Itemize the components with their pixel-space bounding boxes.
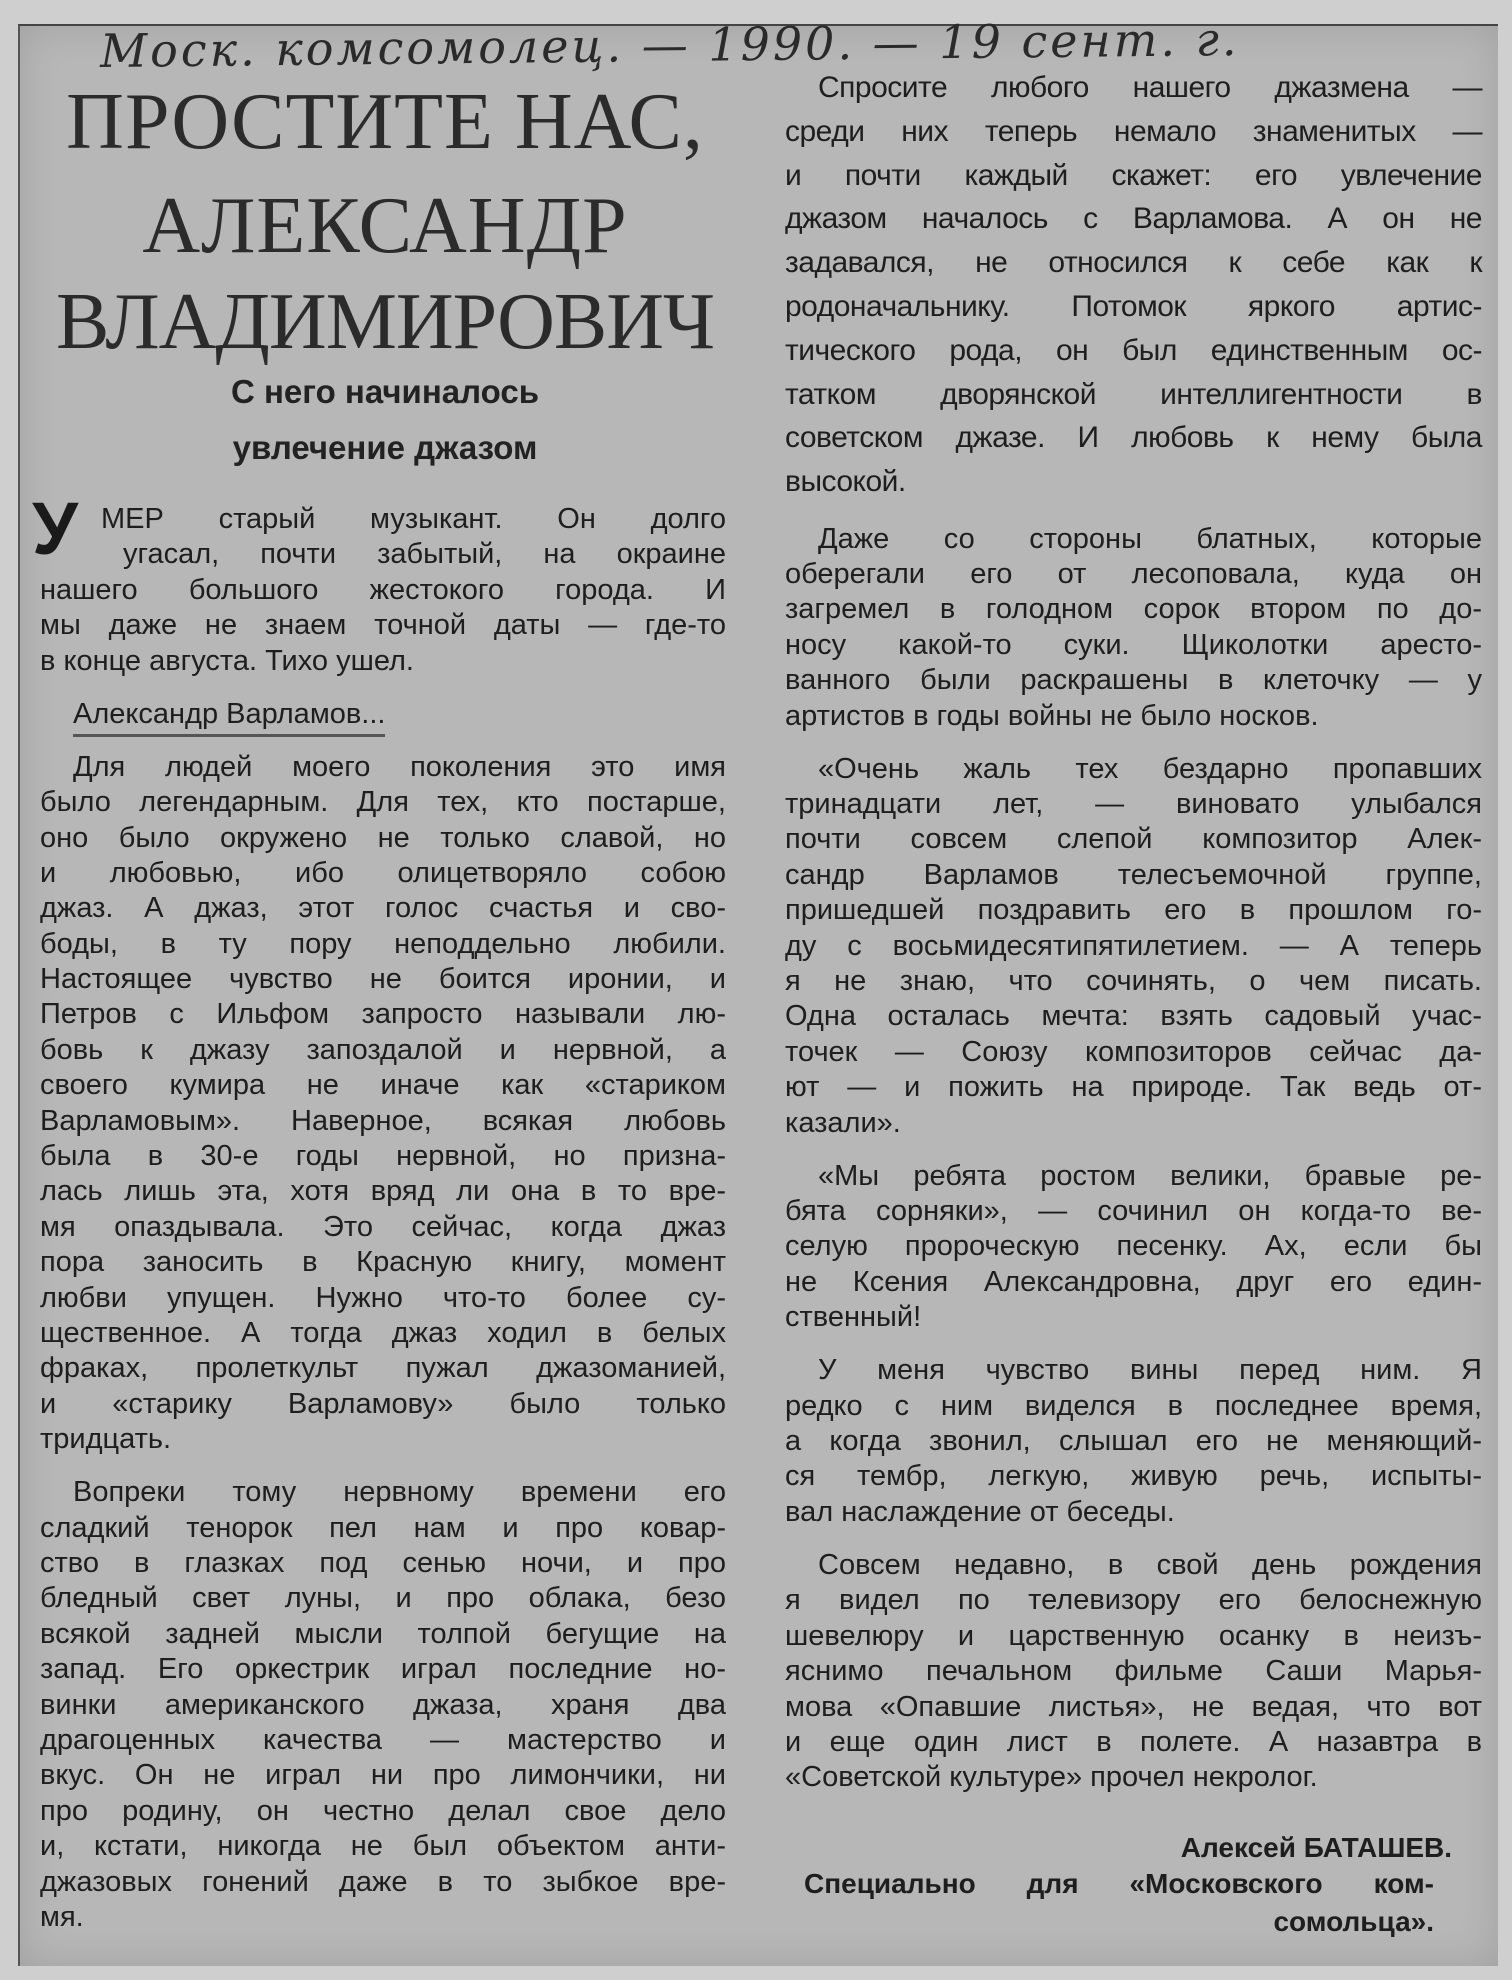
text-line: «Советской культуре» прочел некролог.	[785, 1761, 1318, 1794]
text-line: артистов в годы войны не было носков.	[785, 699, 1319, 732]
text-line: Спросите любого нашего джазмена —	[818, 71, 1482, 104]
text-line: про родину, он честно делал свое дело	[40, 1794, 726, 1827]
text-line: не Ксения Александровна, друг его един-	[785, 1265, 1482, 1298]
text-line: а когда звонил, слышал его не меняющий-	[785, 1425, 1482, 1458]
paragraph	[785, 1353, 1482, 1530]
subheadline-line-1: С него начиналось	[230, 373, 539, 410]
text-line: загремел в голодном сорок втором по до-	[785, 593, 1482, 626]
author-signature: Алексей БАТАШЕВ.	[1180, 1832, 1452, 1863]
text-line: своего кумира не иначе как «стариком	[40, 1069, 726, 1102]
text-line: редко с ним виделся в последнее время,	[785, 1389, 1482, 1422]
text-line: и, кстати, никогда не был объектом анти-	[40, 1830, 726, 1863]
text-line: я видел по телевизору его белоснежную	[785, 1584, 1482, 1617]
text-line: в конце августа. Тихо ушел.	[40, 644, 414, 677]
text-line: нашего большого жестокого города. И	[40, 573, 726, 606]
text-line: оберегали его от лесоповала, куда он	[785, 558, 1482, 591]
text-line: Вопреки тому нервному времени его	[73, 1476, 726, 1509]
text-line: мя.	[40, 1900, 84, 1933]
text-line: высокой.	[785, 465, 906, 499]
credit-line-2: сомольца».	[1273, 1906, 1434, 1937]
text-line: мова «Опавшие листья», не ведая, что вот	[785, 1690, 1482, 1723]
text-line: Для людей моего поколения это имя	[73, 750, 726, 783]
text-line: сандр Варламов телесъемочной группе,	[785, 858, 1482, 891]
text-line: тического рода, он был единственным ос-	[785, 333, 1482, 367]
text-line: среди них теперь немало знаменитых —	[785, 114, 1482, 148]
paragraph	[785, 66, 1482, 504]
text-line: почти совсем слепой композитор Алек-	[785, 823, 1482, 856]
text-line: Петров с Ильфом запросто называли лю-	[40, 998, 726, 1031]
text-line: Настоящее чувство не боится иронии, и	[40, 963, 726, 996]
text-line: носу какой-то суки. Щиколотки аресто-	[785, 628, 1482, 661]
headline-line-2: АЛЕКСАНДР	[142, 182, 628, 270]
paragraph	[785, 752, 1482, 1141]
text-line	[40, 697, 726, 732]
text-line: вкус. Он не играл ни про лимончики, ни	[40, 1759, 726, 1792]
text-line: любви упущен. Нужно что-то более су-	[40, 1281, 726, 1314]
subheadline-line-2: увлечение джазом	[232, 429, 538, 466]
text-line: винки американского джаза, храня два	[40, 1688, 726, 1721]
text-line: лась лишь эта, хотя вряд ли она в то вре-	[40, 1175, 726, 1208]
paragraph	[785, 522, 1482, 734]
text-line: селую пророческую песенку. Ах, если бы	[785, 1230, 1482, 1263]
text-line: тринадцати лет, — виновато улыбался	[785, 788, 1482, 821]
text-line: оно было окружено не только славой, но	[40, 821, 726, 854]
right-column	[785, 66, 1482, 1813]
text-line: фраках, пролеткульт пужал джазоманией,	[40, 1352, 726, 1385]
text-line: казали».	[785, 1106, 901, 1139]
text-line: бята сорняки», — сочинил он когда-то ве-	[785, 1195, 1482, 1228]
text-line: Совсем недавно, в свой день рождения	[818, 1548, 1482, 1581]
text-line: мя опаздывала. Это сейчас, когда джаз	[40, 1210, 726, 1243]
paragraph	[40, 502, 726, 679]
text-line: ванного были раскрашены в клеточку — у	[785, 664, 1482, 697]
text-line: драгоценных качества — мастерство и	[40, 1723, 726, 1756]
headline-line-3: ВЛАДИМИРОВИЧ	[56, 278, 714, 366]
text-line: ственный!	[785, 1301, 922, 1334]
handwritten-source-note: Моск. комсомолец. — 1990. — 19 сент. г.	[99, 12, 1240, 78]
text-line: Даже со стороны блатных, которые	[818, 522, 1482, 555]
text-line: ство в глазках под сенью ночи, и про	[40, 1547, 726, 1579]
text-line: советском джазе. И любовь к нему была	[785, 421, 1482, 455]
text-line: тридцать.	[40, 1423, 172, 1456]
text-line: мы даже не знаем точной даты — где-то	[40, 609, 726, 642]
text-line: бледный свет луны, и про облака, безо	[40, 1582, 726, 1615]
text-line: и любовью, ибо олицетворяло собою	[40, 856, 726, 889]
headline-line-1: ПРОСТИТЕ НАС,	[66, 78, 704, 166]
left-column	[32, 487, 726, 1953]
text-line: татком дворянской интеллигентности в	[785, 377, 1482, 411]
text-line: ду с восьмидесятипятилетием. — А теперь	[785, 929, 1482, 962]
text-line: боды, в ту пору неподдельно любили.	[40, 927, 726, 960]
paragraph	[785, 1548, 1482, 1796]
text-line: была в 30-е годы нервной, но призна-	[40, 1140, 726, 1173]
text-line: яснимо печальном фильме Саши Марья-	[785, 1655, 1482, 1688]
text-line: вал наслаждение от беседы.	[785, 1495, 1175, 1528]
underlined-name: Александр Варламов...	[73, 697, 385, 737]
text-line: Варламовым». Наверное, всякая любовь	[40, 1104, 726, 1137]
text-line: и почти каждый скажет: его увлечение	[785, 158, 1482, 192]
text-line: шевелюру и царственную осанку в неизъ-	[785, 1619, 1482, 1652]
text-line: МЕР старый музыкант. Он долго	[101, 503, 726, 535]
text-line: сладкий тенорок пел нам и про ковар-	[40, 1511, 726, 1544]
credit-line-1: Специально для «Московского ком-	[804, 1868, 1434, 1899]
text-line: родоначальнику. Потомок яркого артис-	[785, 289, 1482, 323]
text-line: ся тембр, легкую, живую речь, испыты-	[785, 1460, 1482, 1493]
text-line: джаз. А джаз, этот голос счастья и сво-	[40, 892, 726, 925]
text-line: и еще один лист в полете. А назавтра в	[785, 1725, 1482, 1758]
text-line: я не знаю, что сочинять, о чем писать.	[785, 965, 1482, 998]
text-line: У меня чувство вины перед ним. Я	[818, 1354, 1482, 1387]
drop-cap: У	[32, 487, 79, 570]
paragraph	[40, 697, 726, 732]
text-line: джазом началось с Варламова. А он не	[785, 202, 1482, 236]
paragraph	[785, 1159, 1482, 1336]
text-line: джазовых гонений даже в то зыбкое вре-	[40, 1865, 726, 1898]
text-line: ют — и пожить на природе. Так ведь от-	[785, 1071, 1482, 1104]
text-line: угасал, почти забытый, на окраине	[123, 538, 726, 571]
paragraph	[40, 750, 726, 1458]
text-line: Одна осталась мечта: взять садовый учас-	[785, 1000, 1482, 1033]
text-line: «Мы ребята ростом велики, бравые ре-	[818, 1159, 1482, 1192]
paragraph	[40, 1475, 726, 1935]
text-line: точек — Союзу композиторов сейчас да-	[785, 1035, 1482, 1068]
text-line: задавался, не относился к себе как к	[785, 246, 1482, 280]
text-line: «Очень жаль тех бездарно пропавших	[818, 752, 1482, 785]
text-line: пора заносить в Красную книгу, момент	[40, 1246, 726, 1279]
text-line: запад. Его оркестрик играл последние но-	[40, 1653, 726, 1686]
text-line: было легендарным. Для тех, кто постарше,	[40, 786, 726, 819]
text-line: и «старику Варламову» было только	[40, 1387, 726, 1420]
text-line: бовь к джазу запоздалой и нервной, а	[40, 1033, 726, 1066]
text-line: пришедшей поздравить его в прошлом го-	[785, 894, 1482, 927]
text-line: щественное. А тогда джаз ходил в белых	[40, 1316, 726, 1349]
text-line: всякой задней мысли толпой бегущие на	[40, 1617, 726, 1650]
